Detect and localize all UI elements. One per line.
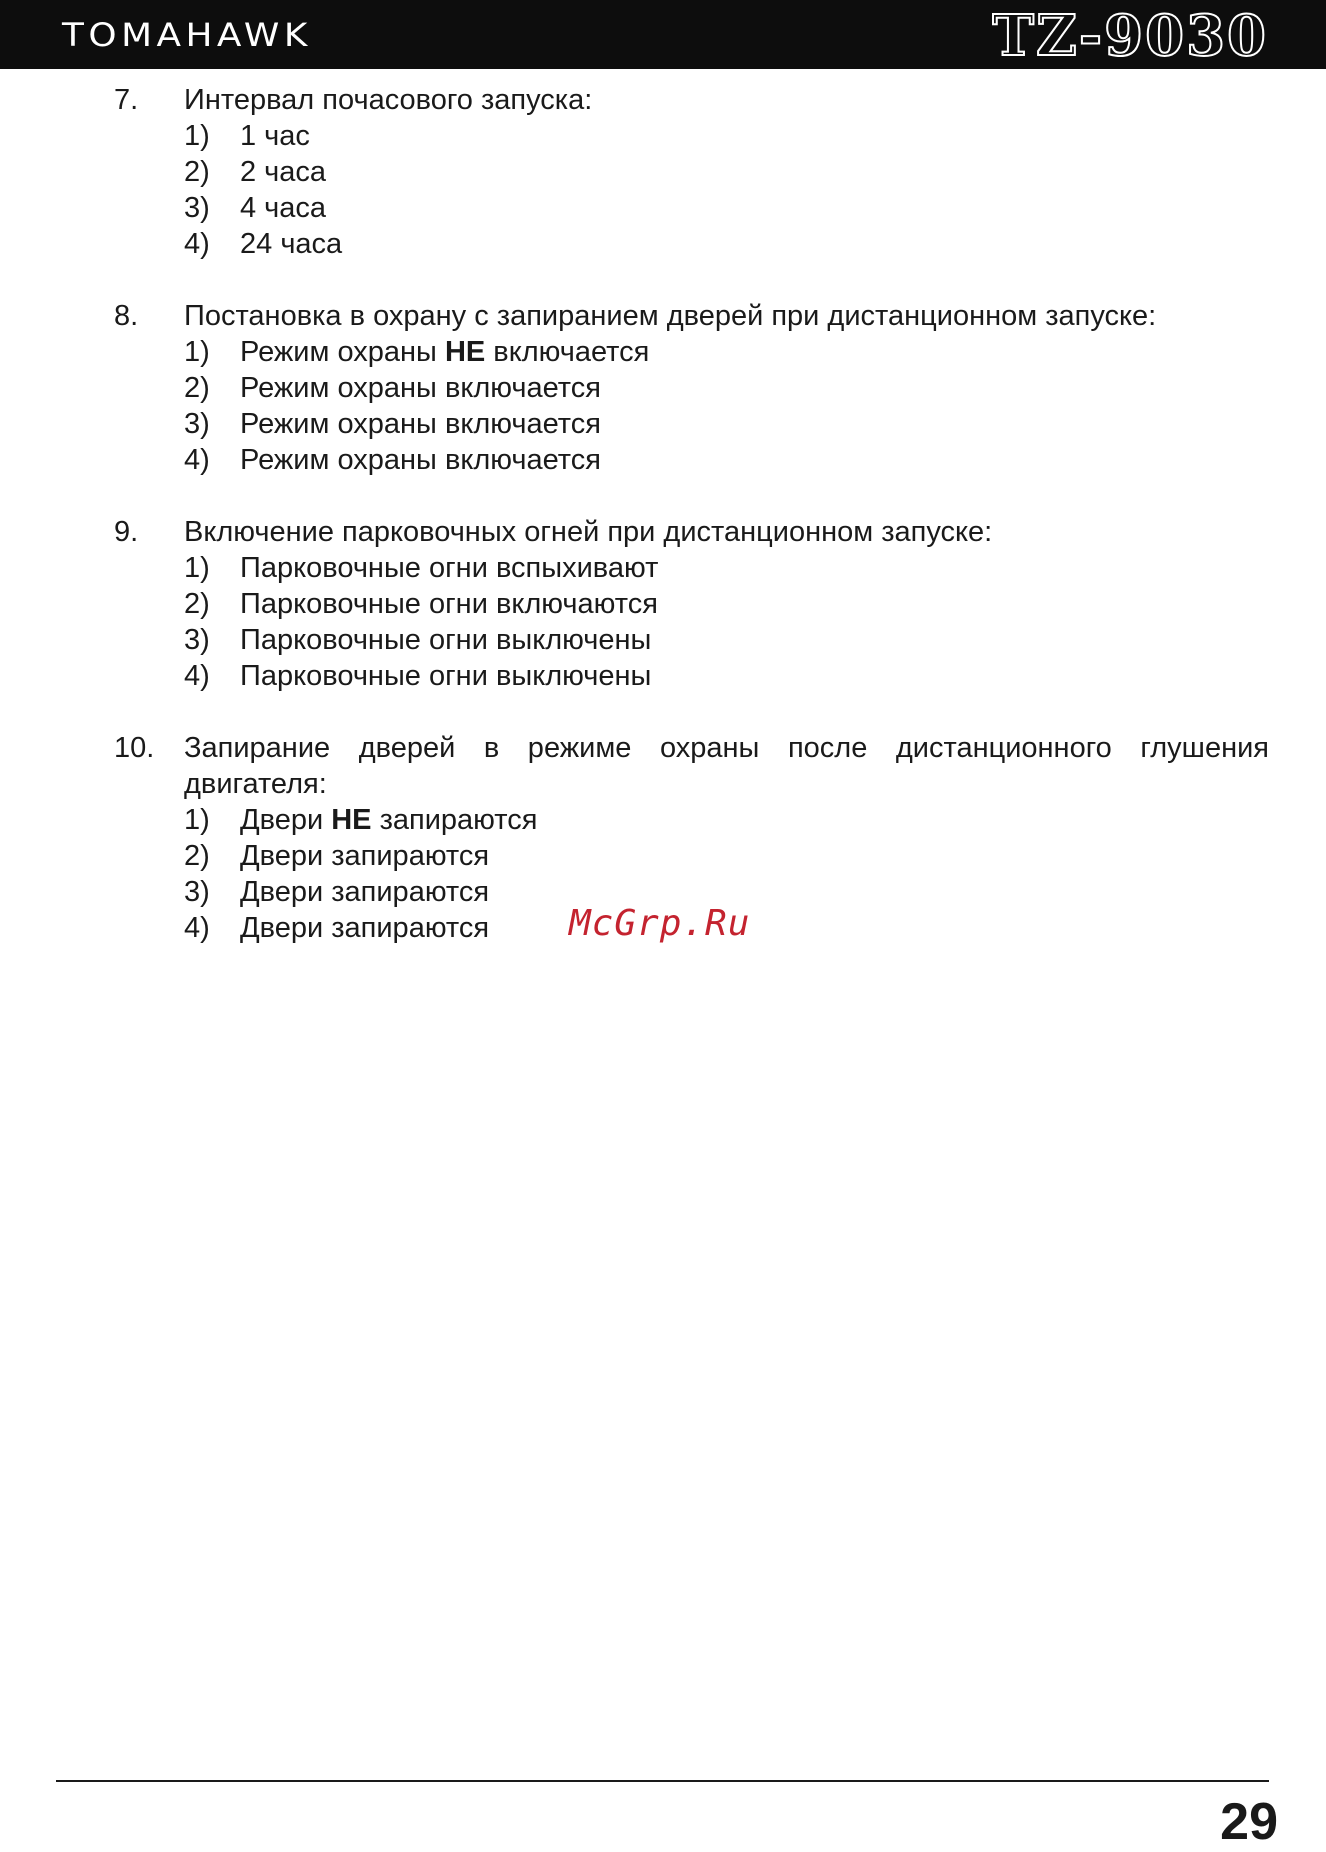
option-number: 3): [184, 408, 210, 440]
option-number: 3): [184, 624, 210, 656]
option-number: 4): [184, 660, 210, 692]
option: [184, 442, 1269, 478]
option-text: Режим охраны: [240, 336, 445, 368]
option: [184, 838, 1269, 874]
option-text: Парковочные огни вспыхивают: [240, 552, 659, 584]
option: [184, 802, 1269, 838]
option: [184, 190, 1269, 226]
question-8: [0, 298, 1326, 478]
option: [184, 586, 1269, 622]
option: [184, 370, 1269, 406]
option-number: 1): [184, 552, 210, 584]
option: [184, 334, 1269, 370]
option-number: 2): [184, 588, 210, 620]
page-header: [0, 0, 1326, 69]
option-text: Парковочные огни выключены: [240, 624, 652, 656]
question-9: [0, 514, 1326, 694]
question-text: Запирание дверей в режиме охраны после дистанционного глушения двигателя:: [184, 732, 1269, 800]
option: [184, 550, 1269, 586]
option-number: 4): [184, 444, 210, 476]
option: [184, 622, 1269, 658]
model-name: TZ-9030: [992, 3, 1268, 69]
brand-name: TOMAHAWK: [62, 16, 312, 54]
option-emphasis: НЕ: [444, 336, 486, 368]
option: [184, 118, 1269, 154]
option-text: Режим охраны включается: [240, 408, 601, 440]
option-number: 2): [184, 840, 210, 872]
question-7: [0, 82, 1326, 262]
option-text: Двери запираются: [240, 912, 490, 944]
option: [184, 226, 1269, 262]
option-text: Режим охраны включается: [240, 444, 601, 476]
question-number: 9.: [114, 516, 139, 548]
option-text: Двери запираются: [240, 876, 490, 908]
option: [184, 406, 1269, 442]
option-text: Двери запираются: [240, 840, 490, 872]
option-number: 1): [184, 336, 210, 368]
option-number: 4): [184, 228, 210, 260]
option-number: 3): [184, 876, 210, 908]
option-text: 2 часа: [240, 156, 327, 188]
question-number: 8.: [114, 300, 139, 332]
footer-divider: [56, 1780, 1269, 1782]
option-number: 2): [184, 156, 210, 188]
option-text: Режим охраны включается: [240, 372, 601, 404]
option-number: 4): [184, 912, 210, 944]
option-text-end: запираются: [371, 804, 538, 836]
option-text: 4 часа: [240, 192, 327, 224]
question-number: 10.: [114, 732, 155, 764]
page-number: 29: [1220, 1793, 1278, 1851]
option-number: 3): [184, 192, 210, 224]
option-text: 24 часа: [240, 228, 343, 260]
option-number: 1): [184, 804, 210, 836]
question-text: Постановка в охрану с запиранием дверей при дистанционном запуске:: [184, 300, 1157, 332]
settings-list: [0, 82, 1326, 982]
question-text: Включение парковочных огней при дистанционном запуске:: [184, 516, 993, 548]
option-text: Парковочные огни выключены: [240, 660, 652, 692]
option-number: 2): [184, 372, 210, 404]
watermark-link[interactable]: McGrp.Ru: [569, 903, 751, 944]
option-number: 1): [184, 120, 210, 152]
option-text-end: включается: [485, 336, 650, 368]
question-number: 7.: [114, 84, 139, 116]
option-text: 1 час: [240, 120, 310, 152]
option-emphasis: НЕ: [331, 804, 372, 836]
question-text: Интервал почасового запуска:: [184, 84, 593, 116]
option-text: Двери: [240, 804, 332, 836]
option: [184, 658, 1269, 694]
option-text: Парковочные огни включаются: [240, 588, 658, 620]
option: [184, 154, 1269, 190]
